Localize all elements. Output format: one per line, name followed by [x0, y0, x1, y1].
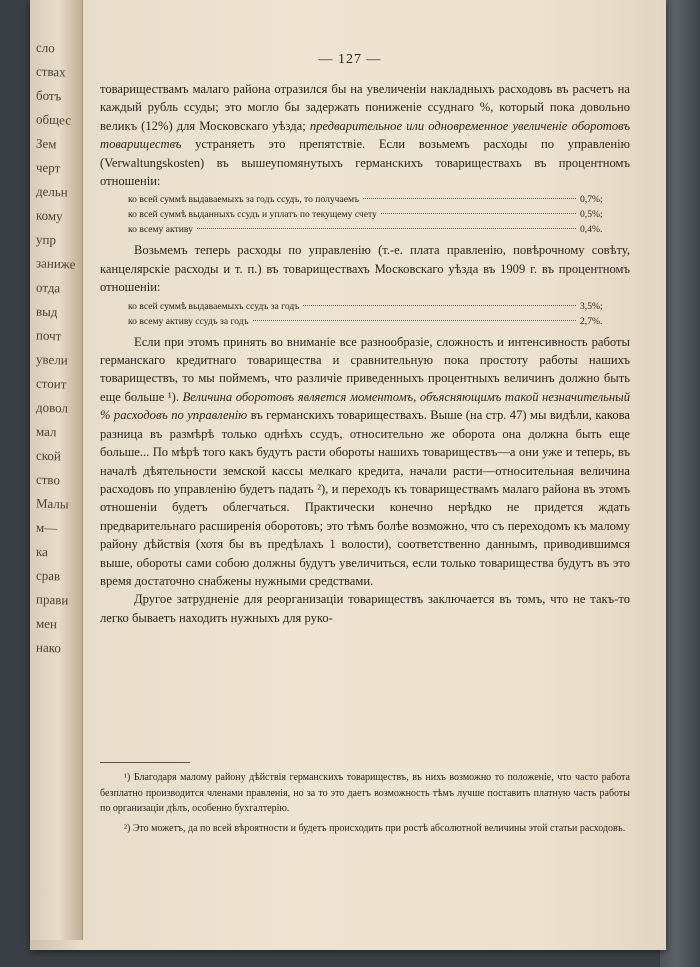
facing-page-fragment: кому — [35, 207, 63, 224]
facing-page-fragment: выд — [35, 303, 58, 320]
facing-page-fragment: м— — [35, 519, 58, 536]
dot-leader — [197, 228, 576, 229]
facing-page-fragment: стоит — [35, 375, 67, 392]
dot-leader — [381, 213, 576, 214]
facing-page-fragment: срав — [35, 567, 61, 584]
table-row — [100, 314, 630, 329]
facing-page-fragment: ботъ — [35, 87, 62, 104]
footnote-2: ²) Это можетъ, да по всей вѣроятности и будетъ происходить при ростѣ абсолютной величины этой статьи расходовъ. — [124, 822, 626, 834]
facing-page-fragment: дельн — [35, 183, 69, 200]
facing-page-fragment: Зем — [35, 135, 57, 152]
paragraph-3: Если при этомъ принять во вниманіе все разнообразіе, сложность и интенсивность работы германскаго кредитнаго товарищества и сравнительную пока простоту работы нашихъ товариществъ, то мы поймемъ, что различіе приведенныхъ процентныхъ величинъ должно быть еще больше ¹). Величина оборотовъ является моментомъ, объясняющимъ такой незначительный % расходовъ по управленію въ германскихъ товариществахъ. Выше (на стр. 47) мы видѣли, какова разница въ размѣрѣ только однѣхъ ссудъ, относительно же оборота она должна быть еще больше... По мѣрѣ того какъ будутъ расти обороты нашихъ товариществъ—а они уже и теперь, въ началѣ дѣятельности земской кассы мелкаго кредита, начали расти—относительная величина расходовъ по управленію будетъ падать ²), и переходъ къ товариществамъ малаго района въ этомъ отношеніи будетъ облегчаться. Практически конечно нерѣдко не придется ждать предварительнаго расширенія оборотовъ; это тѣмъ болѣе возможно, что съ переходомъ къ малому району дѣйствія (хотя бы въ предѣлахъ 1 волости), соответственно даннымъ, приводившимся выше, обороты сами собою должны будутъ увеличиться, если только товарищества будутъ въ это время достаточно снабжены нужными средствами. — [100, 334, 630, 588]
expense-table-moscow — [100, 299, 630, 329]
book-page — [30, 0, 666, 950]
facing-page-fragment: черт — [35, 159, 61, 176]
facing-page-fragment: общес — [35, 111, 72, 128]
row-label: ко всей суммѣ выданныхъ ссудъ и уплатъ по текущему счету — [128, 209, 377, 221]
table-row — [100, 299, 630, 314]
row-label: ко всей суммѣ выдаваемыхъ ссудъ за годъ — [128, 300, 300, 312]
facing-page-fragment: увели — [35, 351, 69, 368]
row-label: ко всему активу ссудъ за годъ — [128, 315, 249, 327]
page-number: — 127 — — [318, 52, 382, 67]
facing-page-fragment: сло — [35, 39, 56, 56]
book-binding — [660, 0, 700, 967]
paragraph-2: Возьмемъ теперь расходы по управленію (т.-е. плата правленію, повѣрочному совѣту, канцелярскіе расходы и т. п.) въ товариществахъ Московскаго уѣзда въ 1909 г. въ процентномъ отношеніи: — [100, 243, 630, 295]
footnotes — [100, 770, 630, 840]
footnote-1: ¹) Благодаря малому району дѣйствія германскихъ товариществъ, въ нихъ возможно то положеніе, что часто работа безплатно производится членами правленія, но за то это даетъ возможность тѣмъ лучше поставить платную часть работы по организаціи дѣлъ, особенно бухгалтерію. — [100, 772, 630, 815]
row-value: 0,5%; — [580, 209, 603, 221]
paragraph-1: товариществамъ малаго района отразился бы на увеличеніи накладныхъ расходовъ въ расчетъ на каждый рубль ссуды; это могло бы задержать пониженіе ссуднаго %, который пока довольно великъ (12%) для Московскаго уѣзда; предварительное или одновременное увеличеніе оборотовъ товариществъ устраняетъ это препятствіе. Если возьмемъ расходы по управленію (Verwaltungskosten) въ вышеупомянутыхъ германскихъ товариществахъ въ процентномъ отношеніи: — [100, 82, 630, 189]
facing-page-fragment: мен — [35, 615, 58, 632]
facing-page-fragment: заниже — [35, 255, 76, 272]
facing-page-fragment: ской — [35, 447, 62, 464]
row-value: 2,7%. — [580, 315, 603, 327]
facing-page-fragment: ствах — [35, 63, 66, 80]
table-row — [100, 207, 630, 222]
facing-page-fragment: нако — [35, 639, 62, 656]
dot-leader — [363, 198, 576, 199]
dot-leader — [303, 305, 576, 306]
dot-leader — [253, 320, 576, 321]
paragraph-4: Другое затрудненіе для реорганизаціи товариществъ заключается въ томъ, что не такъ-то легко бываетъ находить нужныхъ для руко- — [100, 592, 630, 625]
facing-page-fragment: Малы — [35, 495, 69, 512]
row-label: ко всему активу — [128, 224, 193, 236]
facing-page-fragment: отда — [35, 279, 61, 296]
table-row — [100, 222, 630, 237]
facing-page-fragment: ка — [35, 543, 49, 560]
expense-table-germany — [100, 192, 630, 237]
facing-page-fragment: довол — [35, 399, 69, 416]
row-value: 0,4%. — [580, 224, 603, 236]
row-label: ко всей суммѣ выдаваемыхъ за годъ ссудъ, то получаемъ — [128, 194, 360, 206]
main-text — [100, 80, 630, 627]
facing-page-fragment: мал — [35, 423, 57, 440]
facing-page-fragment: ство — [35, 471, 61, 488]
footnote-rule — [100, 762, 190, 763]
facing-page-fragment: прави — [35, 591, 69, 608]
facing-page-edge — [30, 0, 83, 940]
row-value: 0,7%; — [580, 194, 603, 206]
table-row — [100, 192, 630, 207]
facing-page-fragment: почт — [35, 327, 62, 344]
row-value: 3,5%; — [580, 300, 603, 312]
facing-page-fragment: упр — [35, 231, 57, 248]
